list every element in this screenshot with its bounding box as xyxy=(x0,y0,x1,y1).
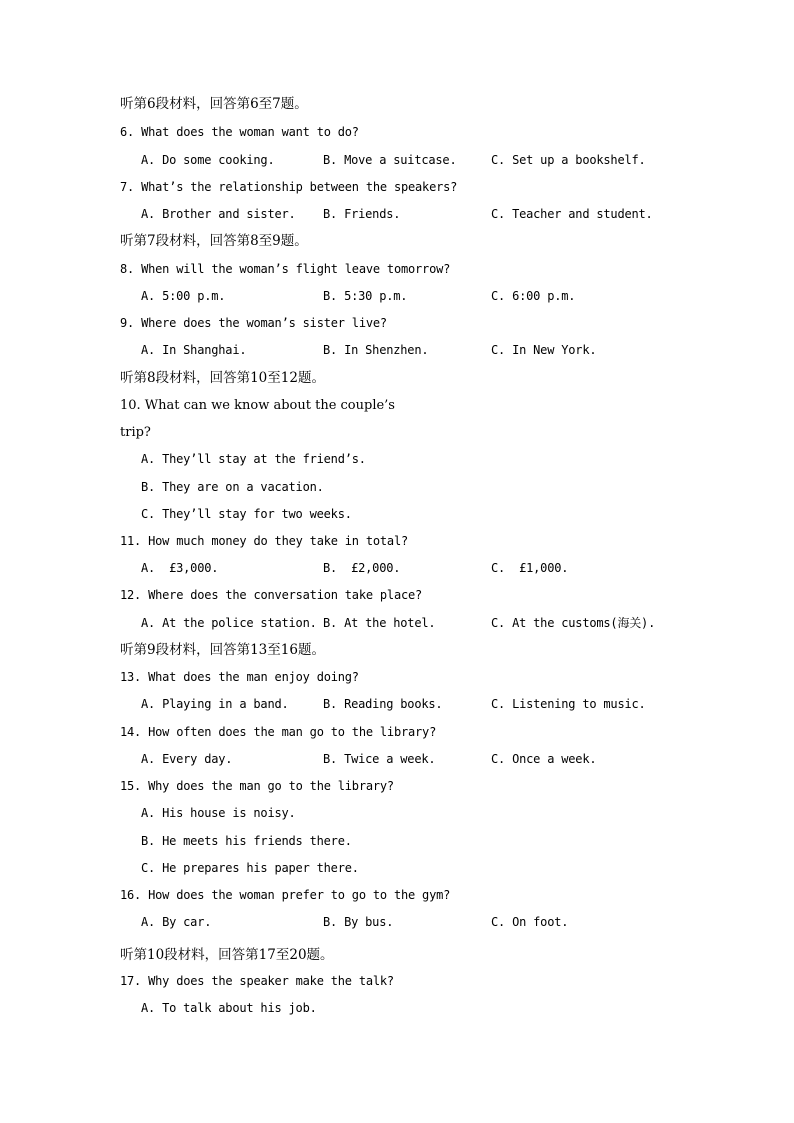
option-a: A. 5:00 p.m. xyxy=(141,289,226,303)
option-c: C. They’ll stay for two weeks. xyxy=(141,507,352,521)
section-heading: 听第6段材料，回答第6至7题。 xyxy=(120,96,308,112)
question-stem: 16. How does the woman prefer to go to the gym? xyxy=(120,888,451,902)
question-stem: 14. How often does the man go to the library? xyxy=(120,725,437,739)
question-stem: 17. Why does the speaker make the talk? xyxy=(120,974,394,988)
option-c: C. He prepares his paper there. xyxy=(141,861,359,875)
question-stem: 9. Where does the woman’s sister live? xyxy=(120,316,387,330)
option-b: B. 5:30 p.m. xyxy=(323,289,408,303)
option-a: A. They’ll stay at the friend’s. xyxy=(141,452,366,466)
question-stem: 12. Where does the conversation take place? xyxy=(120,588,423,602)
option-b: B. In Shenzhen. xyxy=(323,343,429,357)
option-a: A. To talk about his job. xyxy=(141,1001,317,1015)
option-b: B. Move a suitcase. xyxy=(323,153,457,167)
section-heading: 听第8段材料，回答第10至12题。 xyxy=(120,370,325,386)
option-c: C. In New York. xyxy=(491,343,597,357)
option-a: A. By car. xyxy=(141,915,212,929)
option-a: A. £3,000. xyxy=(141,561,219,575)
option-c: C. Teacher and student. xyxy=(491,207,653,221)
option-c: C. 6:00 p.m. xyxy=(491,289,576,303)
option-b: B. Twice a week. xyxy=(323,752,436,766)
option-c: C. At the customs(海关). xyxy=(491,616,656,630)
option-b: B. They are on a vacation. xyxy=(141,480,324,494)
option-c: C. £1,000. xyxy=(491,561,569,575)
option-a: A. Brother and sister. xyxy=(141,207,296,221)
option-b: B. At the hotel. xyxy=(323,616,436,630)
question-stem: 10. What can we know about the couple’s xyxy=(120,398,395,413)
option-b: B. £2,000. xyxy=(323,561,401,575)
question-stem: 11. How much money do they take in total? xyxy=(120,534,409,548)
question-stem: 13. What does the man enjoy doing? xyxy=(120,670,359,684)
option-a: A. Every day. xyxy=(141,752,233,766)
section-heading: 听第9段材料，回答第13至16题。 xyxy=(120,642,325,658)
option-c: C. Once a week. xyxy=(491,752,597,766)
option-c: C. On foot. xyxy=(491,915,569,929)
section-heading: 听第10段材料，回答第17至20题。 xyxy=(120,947,334,963)
question-stem: 15. Why does the man go to the library? xyxy=(120,779,394,793)
option-b: B. Friends. xyxy=(323,207,401,221)
option-c: C. Set up a bookshelf. xyxy=(491,153,646,167)
section-heading: 听第7段材料，回答第8至9题。 xyxy=(120,233,308,249)
option-a: A. His house is noisy. xyxy=(141,806,296,820)
option-a: A. In Shanghai. xyxy=(141,343,247,357)
option-a: A. Do some cooking. xyxy=(141,153,275,167)
question-stem: 6. What does the woman want to do? xyxy=(120,125,359,139)
option-b: B. He meets his friends there. xyxy=(141,834,352,848)
question-stem: 7. What’s the relationship between the speakers? xyxy=(120,180,458,194)
question-stem: 8. When will the woman’s flight leave tomorrow? xyxy=(120,262,451,276)
option-b: B. Reading books. xyxy=(323,697,443,711)
option-a: A. Playing in a band. xyxy=(141,697,289,711)
question-stem-continued: trip? xyxy=(120,425,151,440)
option-b: B. By bus. xyxy=(323,915,394,929)
option-c: C. Listening to music. xyxy=(491,697,646,711)
option-a: A. At the police station. xyxy=(141,616,317,630)
